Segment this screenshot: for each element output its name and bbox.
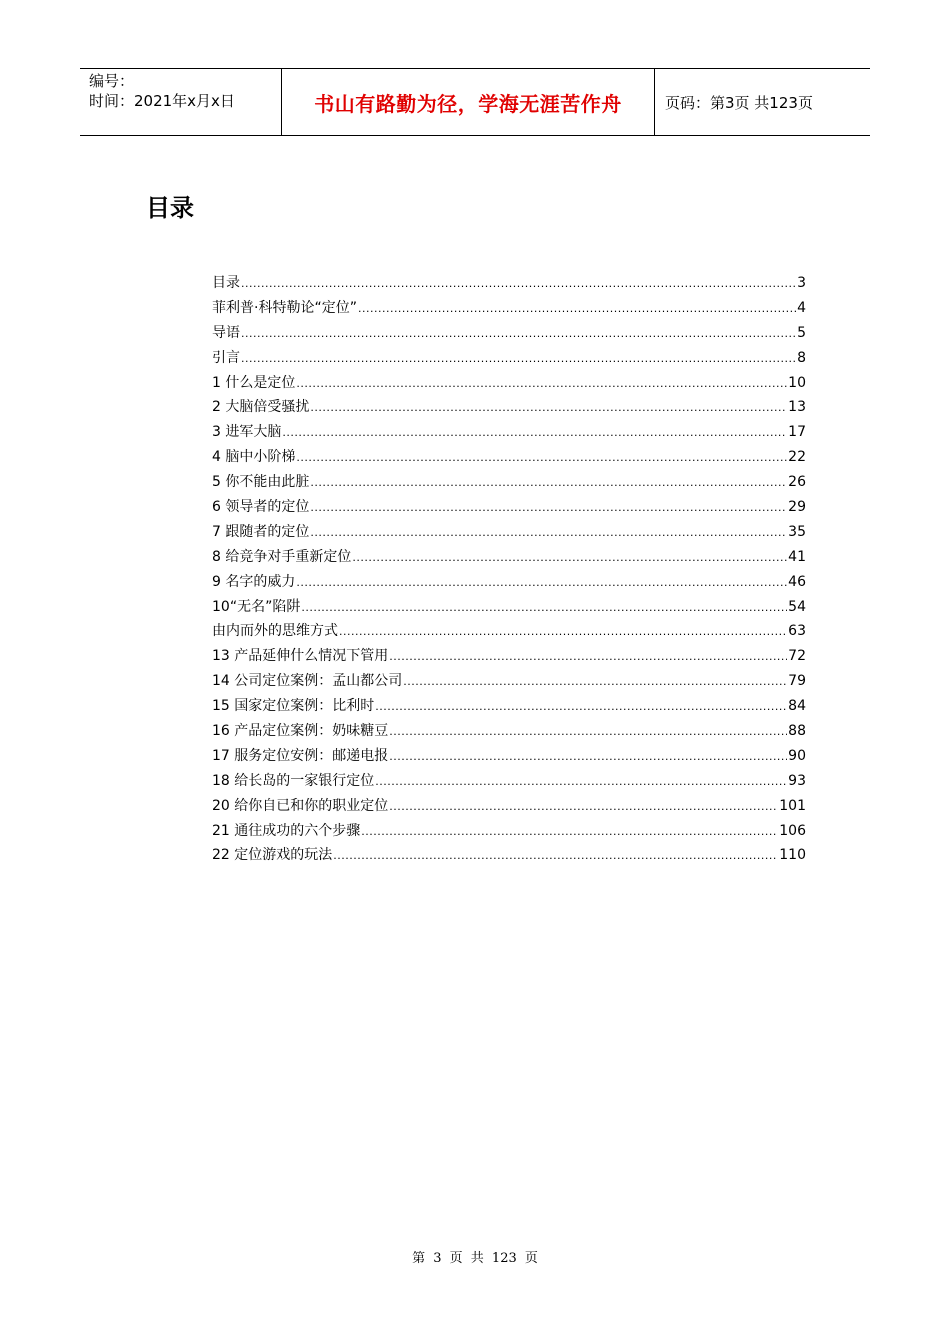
- header-motto: 书山有路勤为径，学海无涯苦作舟: [282, 69, 655, 135]
- toc-entry-label: 13 产品延伸什么情况下管用: [212, 648, 389, 665]
- header-meta-cell: [80, 69, 282, 135]
- toc-entry-label: 15 国家定位案例：比利时: [212, 698, 375, 715]
- toc-dot-leader: [296, 448, 787, 468]
- toc-entry-page-number: 110: [779, 847, 806, 864]
- toc-entry-page-number: 22: [788, 449, 806, 466]
- header-page-info: 页码：第3页 共123页: [665, 93, 813, 112]
- page-footer: 第 3 页 共 123 页: [412, 1251, 538, 1266]
- toc-dot-leader: [310, 523, 787, 543]
- toc-dot-leader: [296, 573, 787, 593]
- toc-entry-label: 17 服务定位安例：邮递电报: [212, 747, 389, 764]
- toc-entry-page-number: 10: [788, 374, 806, 391]
- toc-entry-label: 引言: [212, 349, 240, 366]
- toc-entry-label: 9 名字的威力: [212, 573, 296, 590]
- toc-dot-leader: [389, 722, 787, 742]
- toc-entry[interactable]: [212, 273, 806, 298]
- toc-dot-leader: [352, 548, 787, 568]
- toc-entry[interactable]: [212, 671, 806, 696]
- toc-dot-leader: [310, 398, 787, 418]
- toc-dot-leader: [375, 697, 787, 717]
- toc-dot-leader: [241, 274, 796, 294]
- toc-entry-page-number: 8: [797, 349, 806, 366]
- toc-entry-page-number: 4: [797, 299, 806, 316]
- toc-entry[interactable]: [212, 746, 806, 771]
- toc-entry[interactable]: [212, 497, 806, 522]
- toc-entry-page-number: 90: [788, 747, 806, 764]
- toc-dot-leader: [358, 299, 796, 319]
- toc-entry-page-number: 101: [779, 797, 806, 814]
- toc-entry-page-number: 79: [788, 673, 806, 690]
- toc-dot-leader: [361, 822, 778, 842]
- toc-dot-leader: [403, 672, 787, 692]
- toc-entry-label: 10“无名”陷阱: [212, 598, 301, 615]
- toc-entry[interactable]: [212, 771, 806, 796]
- toc-dot-leader: [375, 772, 787, 792]
- toc-dot-leader: [296, 374, 787, 394]
- toc-entry[interactable]: [212, 646, 806, 671]
- toc-entry[interactable]: [212, 373, 806, 398]
- toc-entry-page-number: 35: [788, 523, 806, 540]
- table-of-contents: [212, 273, 806, 870]
- toc-entry[interactable]: [212, 597, 806, 622]
- toc-entry-page-number: 106: [779, 822, 806, 839]
- toc-entry-label: 8 给竞争对手重新定位: [212, 548, 352, 565]
- toc-entry[interactable]: [212, 422, 806, 447]
- toc-dot-leader: [241, 349, 796, 369]
- toc-entry-label: 3 进军大脑: [212, 424, 282, 441]
- header-date-label: 时间：2021年x月x日: [89, 92, 235, 110]
- toc-entry-label: 6 领导者的定位: [212, 499, 310, 516]
- toc-entry-page-number: 93: [788, 772, 806, 789]
- toc-entry-page-number: 41: [788, 548, 806, 565]
- toc-entry-label: 导语: [212, 324, 240, 341]
- toc-entry-page-number: 29: [788, 499, 806, 516]
- page-title: 目录: [146, 194, 194, 222]
- toc-entry-page-number: 26: [788, 474, 806, 491]
- toc-entry-label: 20 给你自已和你的职业定位: [212, 797, 389, 814]
- toc-entry[interactable]: [212, 621, 806, 646]
- toc-entry-label: 22 定位游戏的玩法: [212, 847, 333, 864]
- toc-dot-leader: [389, 747, 787, 767]
- toc-entry[interactable]: [212, 696, 806, 721]
- toc-dot-leader: [310, 473, 787, 493]
- toc-entry[interactable]: [212, 522, 806, 547]
- toc-dot-leader: [389, 797, 778, 817]
- toc-entry[interactable]: [212, 472, 806, 497]
- toc-entry-page-number: 63: [788, 623, 806, 640]
- toc-entry-label: 菲利普·科特勒论“定位”: [212, 299, 357, 316]
- toc-dot-leader: [310, 498, 787, 518]
- toc-entry-label: 14 公司定位案例：孟山都公司: [212, 673, 403, 690]
- toc-entry-label: 18 给长岛的一家银行定位: [212, 772, 375, 789]
- toc-entry[interactable]: [212, 298, 806, 323]
- toc-dot-leader: [339, 622, 787, 642]
- toc-entry-label: 4 脑中小阶梯: [212, 449, 296, 466]
- toc-entry[interactable]: [212, 572, 806, 597]
- toc-entry-label: 2 大脑倍受骚扰: [212, 399, 310, 416]
- header-table: [80, 68, 870, 136]
- toc-dot-leader: [282, 423, 787, 443]
- toc-entry[interactable]: [212, 821, 806, 846]
- toc-dot-leader: [241, 324, 796, 344]
- toc-entry[interactable]: [212, 348, 806, 373]
- toc-entry-label: 16 产品定位案例：奶味糖豆: [212, 723, 389, 740]
- toc-entry-page-number: 88: [788, 723, 806, 740]
- toc-entry-page-number: 46: [788, 573, 806, 590]
- toc-entry-page-number: 54: [788, 598, 806, 615]
- toc-entry-label: 由内而外的思维方式: [212, 623, 338, 640]
- toc-entry-label: 目录: [212, 275, 240, 291]
- toc-dot-leader: [389, 647, 787, 667]
- header-number-label: 编号：: [89, 72, 135, 90]
- toc-entry-page-number: 72: [788, 648, 806, 665]
- toc-entry-page-number: 84: [788, 698, 806, 715]
- toc-entry[interactable]: [212, 547, 806, 572]
- toc-entry[interactable]: [212, 796, 806, 821]
- toc-entry-label: 1 什么是定位: [212, 374, 296, 391]
- toc-entry-page-number: 17: [788, 424, 806, 441]
- toc-entry-label: 5 你不能由此脏: [212, 474, 310, 491]
- toc-entry[interactable]: [212, 845, 806, 870]
- toc-entry-label: 7 跟随者的定位: [212, 523, 310, 540]
- toc-entry[interactable]: [212, 397, 806, 422]
- toc-entry-label: 21 通往成功的六个步骤: [212, 822, 361, 839]
- toc-entry[interactable]: [212, 323, 806, 348]
- toc-entry[interactable]: [212, 447, 806, 472]
- toc-dot-leader: [301, 598, 787, 618]
- toc-entry-page-number: 5: [797, 324, 806, 341]
- toc-entry-page-number: 3: [797, 275, 806, 291]
- toc-dot-leader: [333, 846, 778, 866]
- toc-entry[interactable]: [212, 721, 806, 746]
- toc-entry-page-number: 13: [788, 399, 806, 416]
